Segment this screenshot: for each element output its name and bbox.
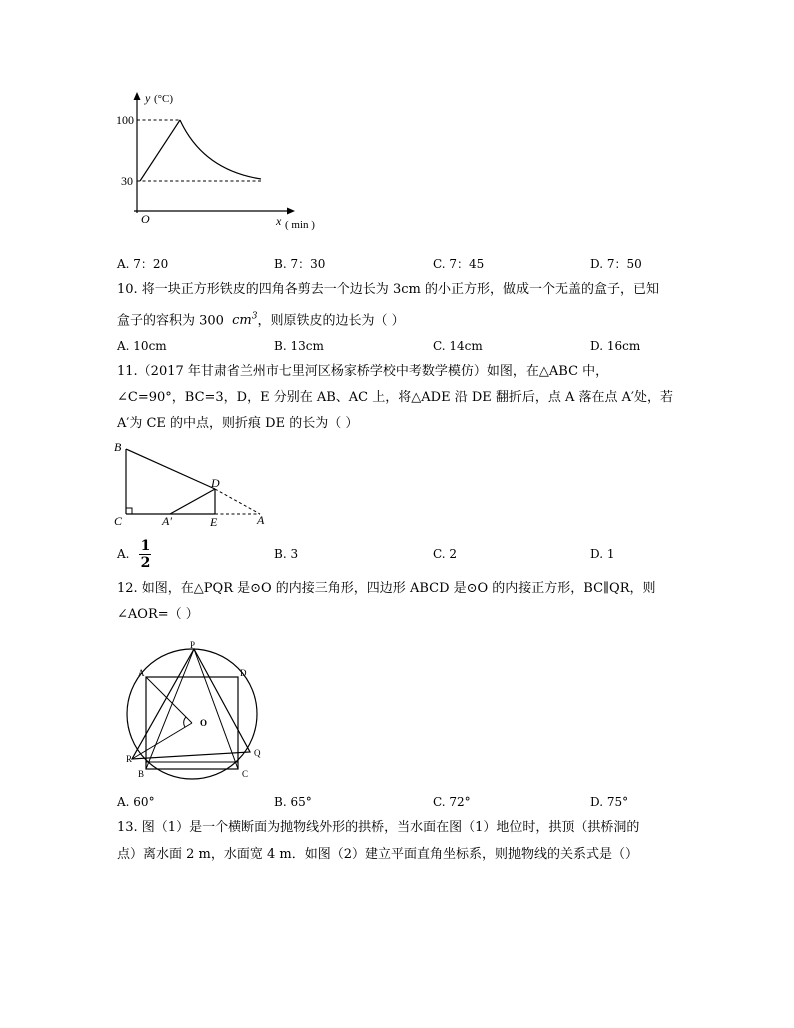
label-b: B (138, 769, 145, 779)
label-d: D (211, 476, 220, 490)
tick-label-100: 100 (116, 113, 134, 127)
q10-unit: $cm^3$ (232, 312, 258, 329)
label-e: E (210, 515, 218, 529)
label-c: C (242, 769, 249, 779)
q10-line2-b: ，则原铁皮的边长为（ ） (257, 313, 405, 329)
q11-option-c: C. 2 (433, 547, 458, 561)
label-b: B (114, 440, 122, 454)
q12-option-b: B. 65° (274, 795, 312, 809)
segment-a1d (170, 489, 215, 514)
q13-line2: 点）离水面 2 m，水面宽 4 m．如图（2）建立平面直角坐标系，则抛物线的关系式是（） (117, 847, 638, 862)
triangle-pqr (132, 649, 250, 759)
q11-option-d: D. 1 (590, 547, 615, 561)
q11-option-b: B. 3 (274, 547, 299, 561)
q10-option-d: D. 16cm (590, 339, 641, 353)
q12-line2: ∠AOR=（ ） (117, 607, 199, 622)
q9-option-b: B. 7：30 (274, 257, 326, 271)
label-r: R (126, 754, 133, 764)
temperature-graph (118, 88, 338, 238)
label-p: P (190, 640, 196, 650)
q11-option-a (117, 537, 151, 571)
right-angle-mark (126, 508, 132, 514)
origin-label: O (141, 212, 150, 226)
heating-line (140, 120, 180, 181)
q13-line1: 13. 图（1）是一个横断面为抛物线外形的拱桥，当水面在图（1）地位时，拱顶（拱桥洞的 (117, 820, 640, 835)
segment-p-c (194, 649, 238, 769)
q12-option-c: C. 72° (433, 795, 471, 809)
y-axis-arrow (134, 92, 141, 100)
angle-arc-aor (184, 717, 186, 727)
label-a: A (257, 513, 265, 527)
cooling-curve (180, 120, 261, 179)
q11-line1: 11.（2017 年甘肃省兰州市七里河区杨家桥学校中考数学模仿）如图，在△ABC 中， (117, 364, 609, 379)
q10-option-b: B. 13cm (274, 339, 324, 353)
tick-label-30: 30 (121, 174, 133, 188)
y-axis-unit: (°C) (154, 93, 174, 105)
x-axis-unit: ( min ) (285, 219, 315, 231)
fraction-one-half: $\frac{1}{2}$ (140, 537, 151, 571)
q9-option-c: C. 7：45 (433, 257, 485, 271)
x-axis-arrow (287, 208, 295, 215)
q10-line2 (117, 309, 405, 329)
triangle-fold-figure (112, 438, 272, 530)
label-o: O (200, 718, 208, 728)
label-a-prime: A′ (162, 514, 172, 528)
label-q: Q (254, 748, 261, 758)
side-da-dashed (215, 489, 260, 514)
q10-line2-a: 盒子的容积为 300 (117, 313, 224, 329)
q12-line1: 12. 如图，在△PQR 是⊙O 的内接三角形，四边形 ABCD 是⊙O 的内接正方形，BC∥QR，则 (117, 581, 656, 596)
q11-line3: A′为 CE 的中点，则折痕 DE 的长为（ ） (117, 416, 359, 431)
label-a: A (138, 668, 145, 678)
q10-line1: 10. 将一块正方形铁皮的四角各剪去一个边长为 3cm 的小正方形，做成一个无盖的盒子，已知 (117, 282, 659, 297)
segment-p-b (146, 649, 194, 769)
label-d: D (240, 668, 247, 678)
q9-option-d: D. 7：50 (590, 257, 642, 271)
q12-option-a: A. 60° (117, 795, 155, 809)
side-bd (126, 449, 215, 489)
q11-option-a-prefix: A. (117, 547, 130, 561)
circle-square-figure (118, 640, 268, 780)
q11-line2: ∠C=90°，BC=3，D，E 分别在 AB、AC 上，将△ADE 沿 DE 翻折后，点 A 落在点 A′处，若 (117, 390, 673, 405)
x-axis-label: x (276, 214, 282, 228)
q10-option-c: C. 14cm (433, 339, 483, 353)
label-c: C (114, 514, 123, 528)
q12-option-d: D. 75° (590, 795, 629, 809)
y-axis-label: y (145, 91, 151, 105)
q9-option-a: A. 7：20 (117, 257, 169, 271)
q10-option-a: A. 10cm (117, 339, 167, 353)
segment-o-a (146, 677, 192, 723)
